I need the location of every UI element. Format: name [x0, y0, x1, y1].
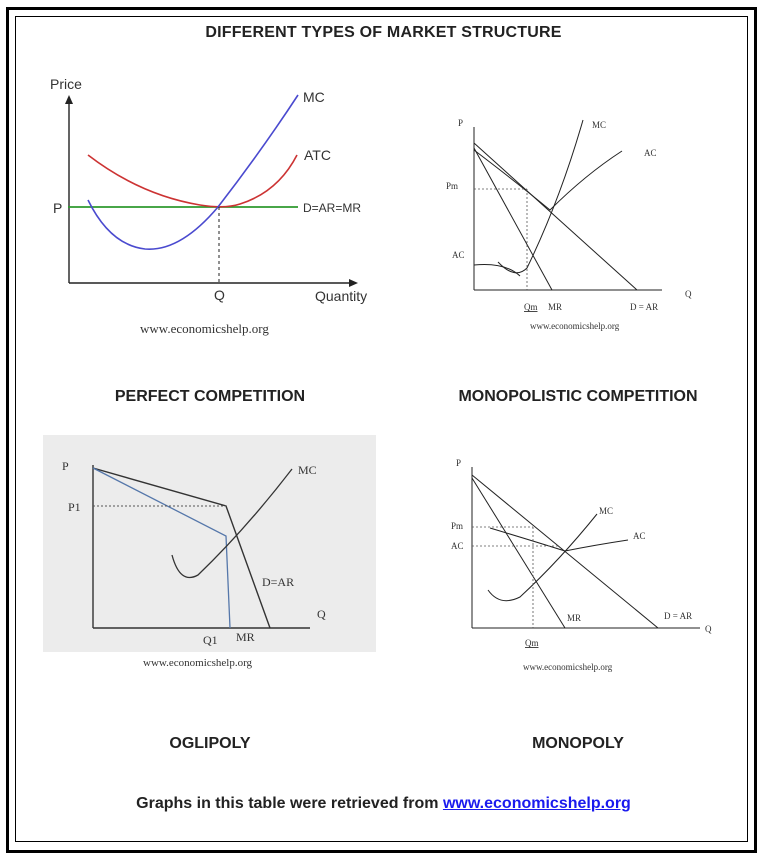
mono-comp-mc-label: MC: [592, 120, 607, 130]
monopoly-mr-label: MR: [567, 613, 582, 623]
perfect-q-label: Q: [214, 287, 225, 303]
mono-comp-ac-label: AC: [644, 148, 657, 158]
mono-comp-qm-label: Qm: [524, 302, 538, 312]
perfect-p-label: P: [53, 200, 63, 216]
mono-comp-q-label: Q: [685, 289, 692, 299]
mono-comp-pm-label: Pm: [446, 181, 459, 191]
monopoly-ac-label: AC: [633, 531, 646, 541]
oligopoly-q1-label: Q1: [203, 633, 218, 647]
oligopoly-demand-label: D=AR: [262, 575, 295, 589]
oligopoly-p1-label: P1: [68, 500, 81, 514]
perfect-atc-label: ATC: [304, 147, 331, 163]
page-title: DIFFERENT TYPES OF MARKET STRUCTURE: [205, 24, 562, 41]
mono-comp-demand-label: D = AR: [630, 302, 659, 312]
oligopoly-p-label: P: [62, 459, 69, 473]
monopoly-ac-left-label: AC: [451, 541, 464, 551]
monopoly-q-label: Q: [705, 624, 712, 634]
footer-source-link[interactable]: www.economicshelp.org: [442, 795, 631, 812]
monopoly-source: www.economicshelp.org: [523, 662, 613, 672]
perfect-mc-label: MC: [303, 89, 325, 105]
footer-text: Graphs in this table were retrieved from: [136, 795, 443, 812]
perfect-quantity-label: Quantity: [315, 288, 368, 304]
monopoly-p-label: P: [456, 458, 462, 468]
oligopoly-mc-label: MC: [298, 463, 317, 477]
monopoly-mc-label: MC: [599, 506, 614, 516]
oligopoly-q-label: Q: [317, 607, 326, 621]
perfect-source: www.economicshelp.org: [140, 321, 269, 336]
oligopoly-source: www.economicshelp.org: [143, 657, 253, 669]
mono-comp-p-label: P: [458, 118, 464, 128]
monopoly-demand-label: D = AR: [664, 611, 693, 621]
monopoly-mr-line: [472, 478, 565, 628]
mono-comp-ac-left-label: AC: [452, 250, 465, 260]
perfect-price-label: Price: [50, 76, 82, 92]
caption-monopoly: MONOPOLY: [532, 735, 624, 752]
monopoly-qm-label: Qm: [525, 638, 539, 648]
caption-monopolistic-competition: MONOPOLISTIC COMPETITION: [458, 388, 698, 405]
footer: [0, 795, 767, 813]
oligopoly-mr-label: MR: [236, 630, 255, 644]
caption-perfect-competition: PERFECT COMPETITION: [114, 388, 306, 405]
perfect-demand-label: D=AR=MR: [303, 201, 362, 215]
mono-comp-mr-label: MR: [548, 302, 563, 312]
caption-oligopoly: OGLIPOLY: [169, 735, 251, 752]
monopoly-pm-label: Pm: [451, 521, 464, 531]
mono-comp-source: www.economicshelp.org: [530, 321, 620, 331]
